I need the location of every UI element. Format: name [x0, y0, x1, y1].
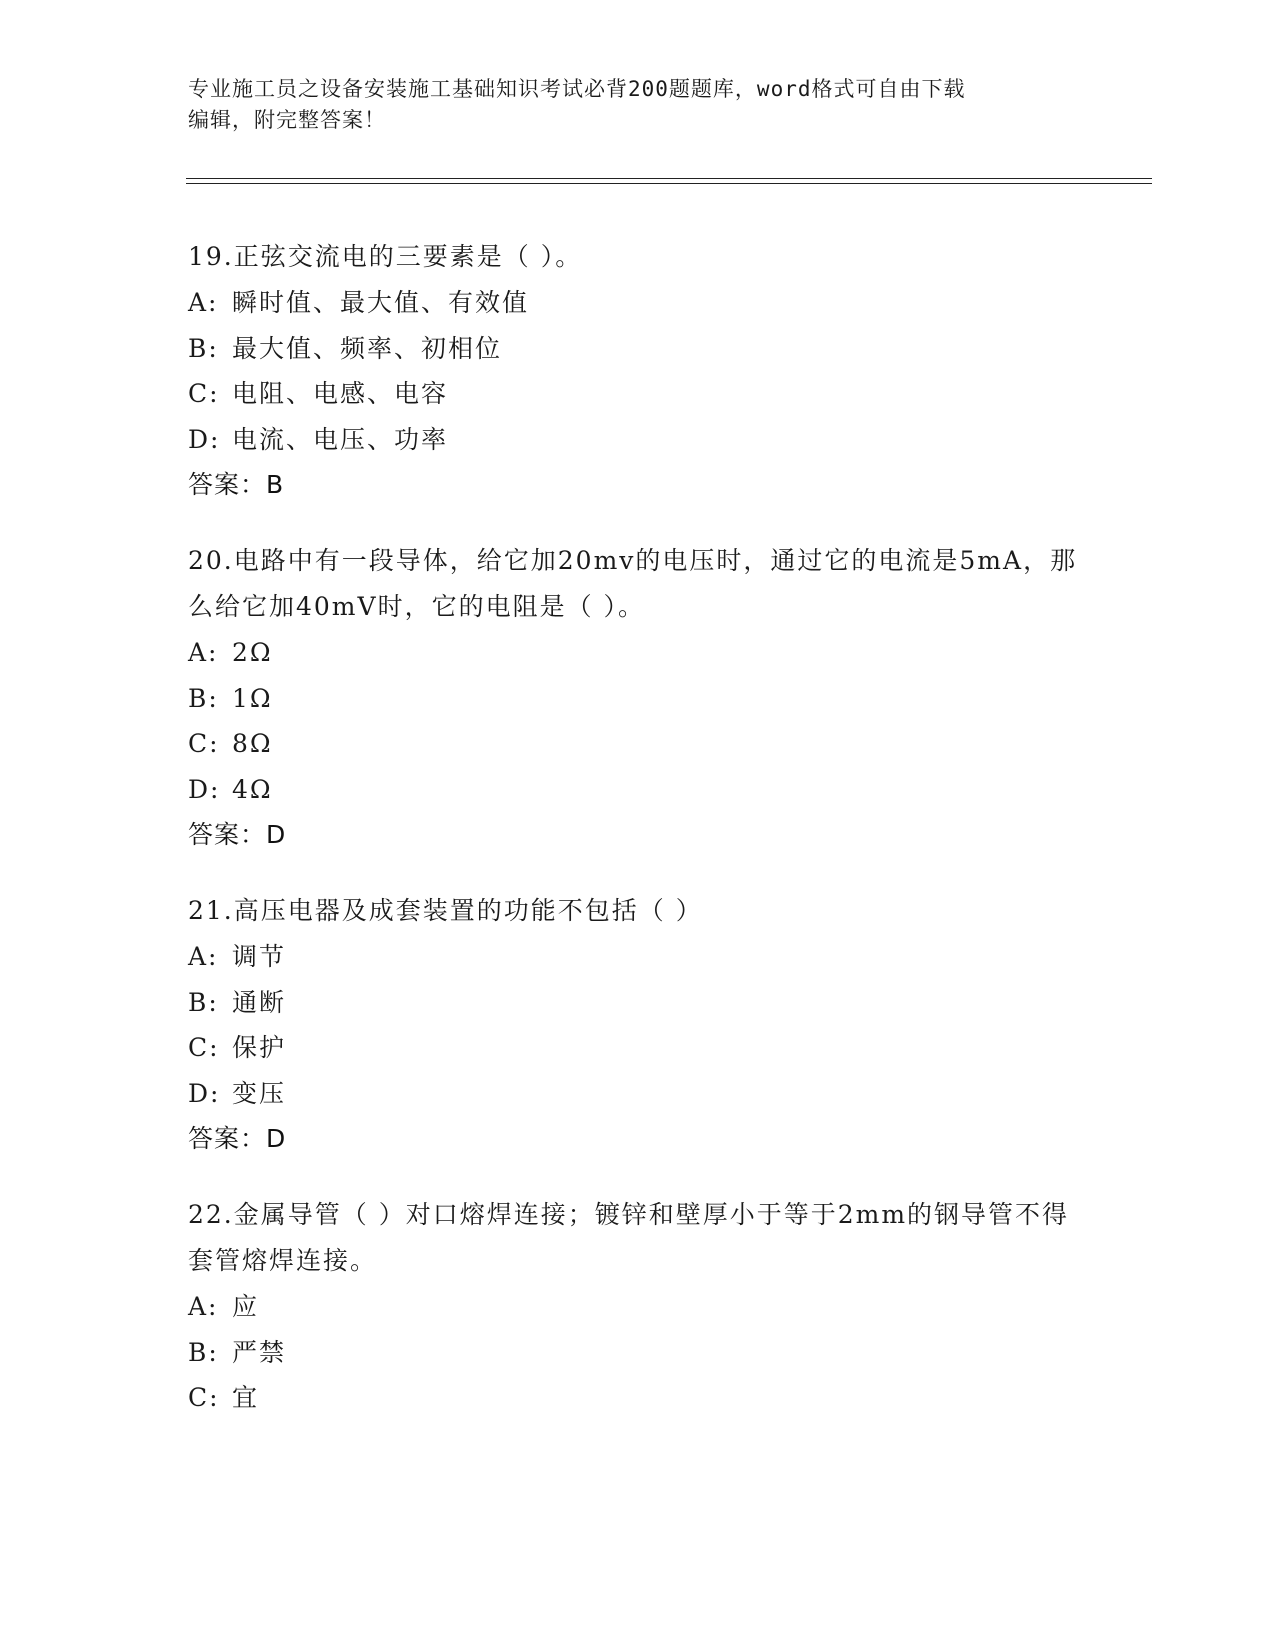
option-letter: C:: [188, 1383, 220, 1412]
option-letter: A:: [188, 942, 219, 971]
option-b: [188, 1330, 1088, 1376]
header-divider-bottom: [186, 183, 1152, 184]
option-text: 通断: [232, 987, 287, 1017]
option-b: [188, 676, 1088, 722]
option-text: 1Ω: [232, 683, 273, 713]
question-22: [188, 1192, 1088, 1421]
option-text: 最大值、频率、初相位: [232, 333, 503, 363]
option-letter: B:: [188, 683, 219, 713]
option-text: 8Ω: [232, 729, 273, 758]
option-text: 瞬时值、最大值、有效值: [232, 288, 530, 317]
option-letter: A:: [188, 288, 219, 317]
option-letter: A:: [188, 1292, 219, 1321]
option-c: [188, 721, 1088, 767]
option-text: 4Ω: [232, 774, 273, 804]
document-header: [188, 74, 1088, 136]
option-letter: D:: [188, 424, 221, 454]
option-text: 保护: [232, 1033, 287, 1062]
answer-line: 答案：B: [188, 470, 285, 499]
question-text: 21.高压电器及成套装置的功能不包括（ ）: [188, 896, 703, 925]
option-letter: B:: [188, 987, 219, 1017]
option-letter: B:: [188, 1337, 219, 1367]
header-line-2: 编辑，附完整答案！: [188, 108, 386, 132]
option-text: 宜: [232, 1383, 260, 1412]
option-text: 应: [232, 1292, 260, 1321]
option-a: [188, 630, 1088, 676]
question-20: [188, 538, 1088, 858]
option-letter: A:: [188, 638, 219, 667]
option-text: 2Ω: [232, 638, 273, 667]
answer-line: 答案：D: [188, 1124, 287, 1153]
option-text: 严禁: [232, 1337, 287, 1367]
option-letter: C:: [188, 729, 220, 758]
option-letter: D:: [188, 774, 221, 804]
option-c: [188, 1025, 1088, 1071]
answer-line: 答案：D: [188, 820, 287, 849]
option-text: 电阻、电感、电容: [232, 379, 449, 408]
question-text: 20.电路中有一段导体，给它加20mv的电压时，通过它的电流是5mA，那么给它加40mV时，它的电阻是（ ）。: [188, 546, 1078, 621]
option-a: [188, 934, 1088, 980]
header-divider-top: [186, 178, 1152, 179]
question-19: [188, 234, 1088, 508]
option-letter: D:: [188, 1078, 221, 1108]
option-text: 调节: [232, 942, 287, 971]
question-text: 19.正弦交流电的三要素是（ ）。: [188, 242, 583, 271]
question-list: [188, 234, 1088, 1451]
question-text: 22.金属导管（ ）对口熔焊连接；镀锌和壁厚小于等于2mm的钢导管不得套管熔焊连接。: [188, 1200, 1070, 1275]
option-b: [188, 326, 1088, 372]
option-d: [188, 417, 1088, 463]
option-c: [188, 371, 1088, 417]
option-d: [188, 767, 1088, 813]
option-letter: C:: [188, 379, 220, 408]
option-a: [188, 1284, 1088, 1330]
question-21: [188, 888, 1088, 1162]
option-letter: C:: [188, 1033, 220, 1062]
option-d: [188, 1071, 1088, 1117]
header-line-1: 专业施工员之设备安装施工基础知识考试必背200题题库，word格式可自由下载: [188, 77, 966, 101]
option-b: [188, 980, 1088, 1026]
option-c: [188, 1375, 1088, 1421]
option-letter: B:: [188, 333, 219, 363]
option-text: 变压: [232, 1078, 287, 1108]
option-text: 电流、电压、功率: [232, 424, 449, 454]
option-a: [188, 280, 1088, 326]
